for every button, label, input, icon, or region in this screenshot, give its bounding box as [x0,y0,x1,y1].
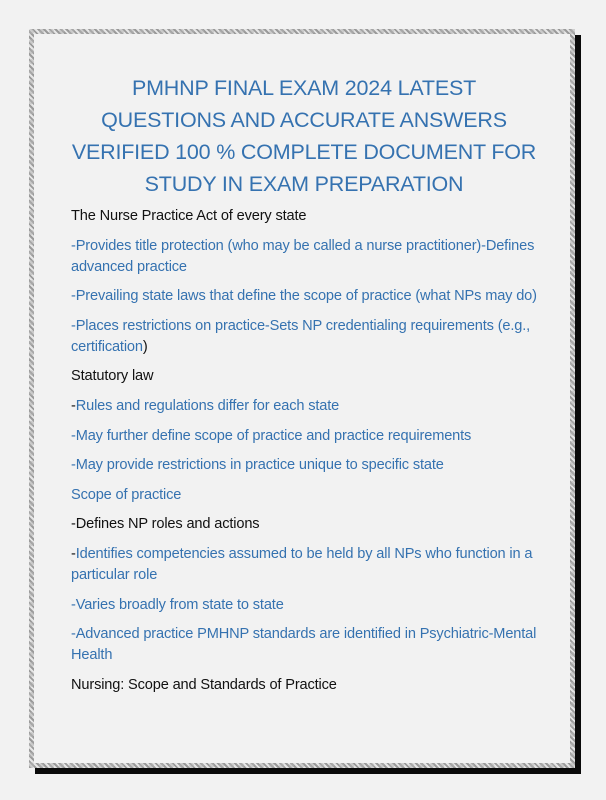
paragraph-text: -Prevailing state laws that define the scope of practice (what NPs may do) [71,288,537,305]
document-body [71,72,541,696]
bullet-varies-broadly [71,595,541,616]
heading-statutory-law [71,366,541,387]
bullet-defines-np-roles [71,514,541,535]
document-title: PMHNP FINAL EXAM 2024 LATEST QUESTIONS AND ACCURATE ANSWERS VERIFIED 100 % COMPLETE DOCUMENT FOR STUDY IN EXAM PREPARATION [71,76,537,196]
paragraph-text: -Provides title protection (who may be called a nurse practitioner)-Defines advanced practice [71,237,535,275]
bullet-pmhnp-standards [71,624,541,666]
paragraph-text: -May provide restrictions in practice unique to specific state [71,457,444,474]
bullet-dash: - [71,545,76,562]
heading-scope-of-practice [71,485,541,506]
paragraph-text: -May further define scope of practice and practice requirements [71,427,472,444]
paragraph-text: -Advanced practice PMHNP standards are identified in Psychiatric-Mental Health [71,626,537,664]
bullet-further-define-scope [71,426,541,447]
paragraph-text: -Varies broadly from state to state [71,596,284,613]
paragraph-text: Nursing: Scope and Standards of Practice [71,676,337,693]
bullet-places-restrictions [71,316,541,358]
bullet-provide-restrictions [71,455,541,476]
paragraph-text: -Places restrictions on practice-Sets NP credentialing requirements (e.g., certification [71,317,531,355]
paragraph-text: Rules and regulations differ for each state [75,397,340,414]
paragraph-text: Identifies competencies assumed to be held by all NPs who function in a particular role [71,545,533,583]
paragraph-text: Scope of practice [71,486,182,503]
bullet-identifies-competencies [71,544,541,586]
bullet-rules-regulations [71,396,541,417]
heading-nurse-practice-act [71,206,541,227]
paragraph-text: The Nurse Practice Act of every state [71,208,307,224]
paragraph-text: Statutory law [71,368,154,385]
bullet-prevailing-state-laws [71,286,541,307]
heading-nursing-scope-standards [71,675,541,696]
paragraph-text: -Defines NP roles and actions [71,516,260,533]
bullet-title-protection [71,236,541,278]
bullet-dash: - [71,397,76,414]
closing-parenthesis: ) [142,338,148,355]
